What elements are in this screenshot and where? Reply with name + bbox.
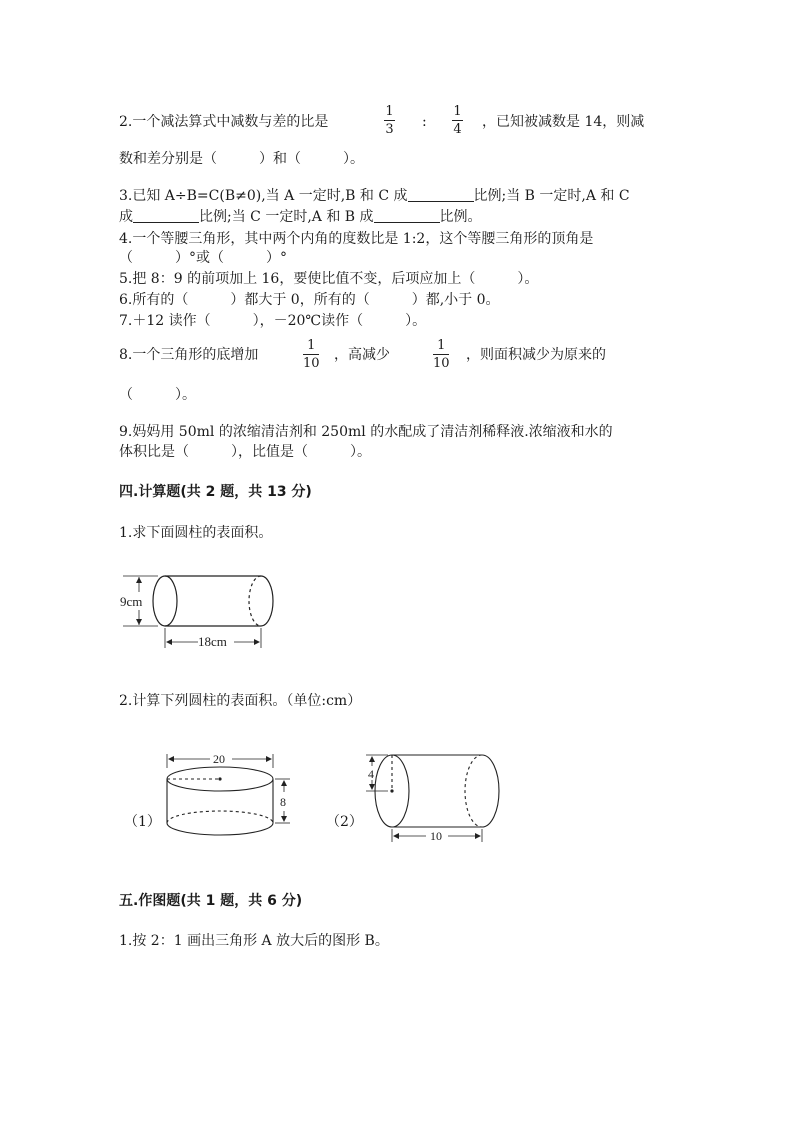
q8-text-c: ，则面积减少为原来的: [466, 347, 606, 363]
q8-fraction-2: [433, 338, 450, 371]
fraction-bar: [303, 354, 319, 355]
fraction-bar: [452, 120, 463, 121]
fraction-numerator: 1: [385, 104, 394, 119]
q3-text-d: 比例;当 C 一定时,A 和 B 成: [199, 209, 374, 225]
section-5-title: 五.作图题(共 1 题，共 6 分): [119, 893, 303, 909]
q4-line2: （ ）°或（ ）°: [119, 250, 287, 266]
height-label: 8: [280, 795, 286, 809]
q3-text-c: 成: [119, 209, 133, 225]
q2-text-b: ，已知被减数是 14，则减: [482, 114, 645, 130]
fraction-denominator: 10: [303, 356, 320, 371]
fraction-bar: [433, 354, 449, 355]
q9-line2: 体积比是（ ），比值是（ ）。: [119, 444, 371, 460]
q2-line1: [119, 113, 328, 131]
q8-text-b: ，高减少: [334, 347, 390, 363]
q9-line1: 9.妈妈用 50ml 的浓缩清洁剂和 250ml 的水配成了清洁剂稀释液.浓缩液和水的: [119, 424, 613, 440]
fraction-bar: [384, 120, 395, 121]
fraction-numerator: 1: [307, 338, 316, 353]
q2-line2: 数和差分别是（ ）和（ ）。: [119, 151, 364, 167]
q2-colon: :: [422, 114, 427, 130]
s5-q1-text: 1.按 2：1 画出三角形 A 放大后的图形 B。: [119, 933, 389, 949]
q2-fraction-1: [384, 104, 395, 137]
cylinder-figure-2: [160, 748, 295, 838]
q8-text-a: 8.一个三角形的底增加: [119, 347, 259, 363]
q7-text: 7.＋12 读作（ ），－20℃读作（ ）。: [119, 313, 427, 329]
q2-text-a: 2.一个减法算式中减数与差的比是: [119, 114, 329, 130]
q6-text: 6.所有的（ ）都大于 0，所有的（ ）都,小于 0。: [119, 292, 500, 308]
q3-text-a: 3.已知 A÷B=C(B≠0),当 A 一定时,B 和 C 成: [119, 188, 408, 204]
q5-text: 5.把 8：9 的前项加上 16，要使比值不变，后项应加上（ ）。: [119, 271, 539, 287]
length-label: 10: [430, 829, 442, 843]
fraction-denominator: 10: [433, 356, 450, 371]
q4-line1: 4.一个等腰三角形，其中两个内角的度数比是 1:2，这个等腰三角形的顶角是: [119, 231, 594, 247]
q3-line2: [119, 208, 482, 226]
q8-line2: （ ）。: [119, 387, 196, 403]
answer-blank[interactable]: [374, 208, 440, 223]
answer-blank[interactable]: [408, 187, 474, 202]
q8-fraction-1: [303, 338, 320, 371]
fraction-numerator: 1: [453, 104, 462, 119]
radius-label: 4: [368, 767, 374, 781]
fraction-numerator: 1: [437, 338, 446, 353]
section-4-title: 四.计算题(共 2 题，共 13 分): [119, 484, 312, 500]
figure-2-tag: （2）: [326, 814, 363, 830]
s4-q2-text: 2.计算下列圆柱的表面积。（单位:cm）: [119, 693, 362, 709]
figure-1-tag: （1）: [124, 814, 161, 830]
q3-line1: [119, 187, 630, 205]
diameter-label: 20: [213, 752, 225, 766]
length-label: 18cm: [198, 634, 227, 649]
q3-text-e: 比例。: [439, 209, 482, 225]
cylinder-figure-1: [118, 568, 278, 654]
cylinder-figure-3: [360, 748, 505, 844]
fraction-denominator: 3: [385, 122, 394, 137]
q3-text-b: 比例;当 B 一定时,A 和 C: [473, 188, 630, 204]
fraction-denominator: 4: [453, 122, 462, 137]
height-label: 9cm: [120, 594, 143, 609]
q2-fraction-2: [452, 104, 463, 137]
answer-blank[interactable]: [133, 208, 199, 223]
s4-q1-text: 1.求下面圆柱的表面积。: [119, 525, 273, 541]
